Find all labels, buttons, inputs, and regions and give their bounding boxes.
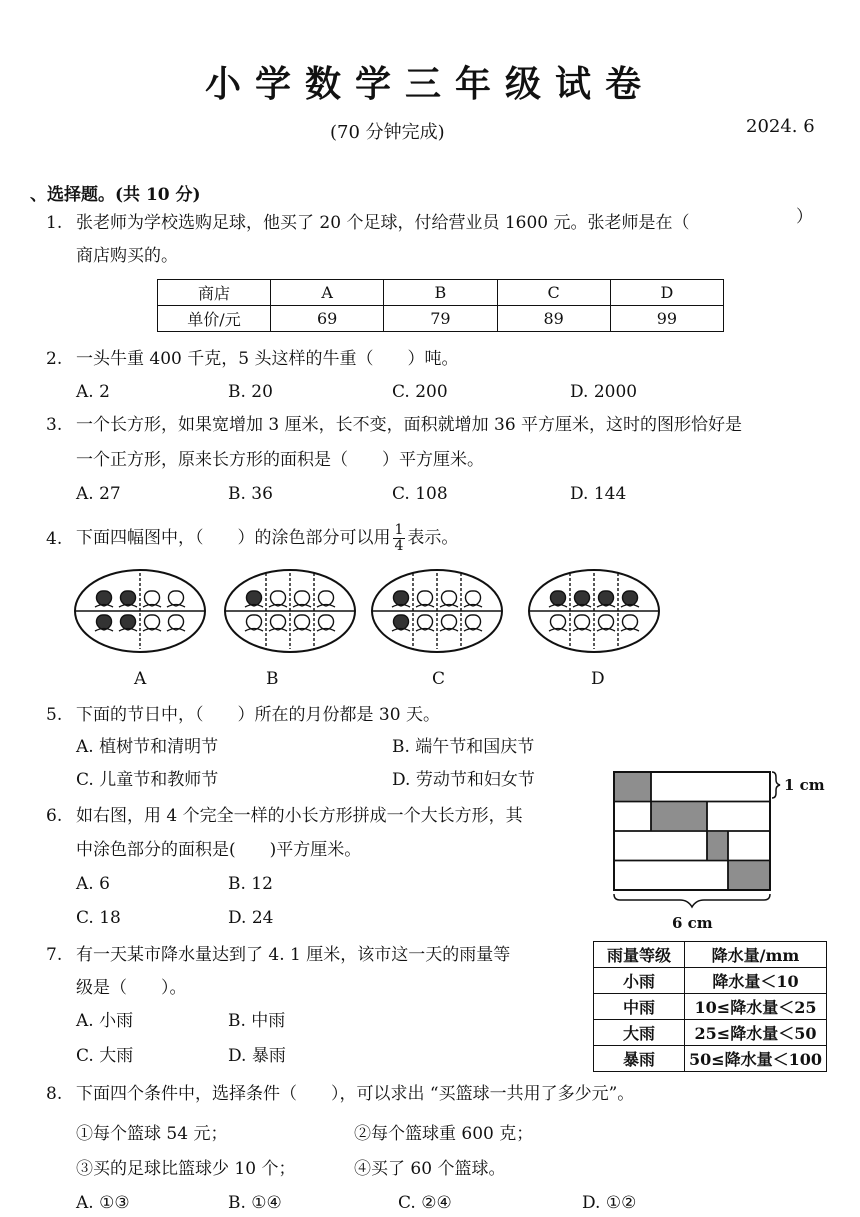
question-text: 中涂色部分的面积是( )平方厘米。: [76, 840, 362, 860]
option-b[interactable]: B. 12: [228, 874, 273, 894]
peach-oval-b: [222, 567, 358, 655]
question-text-before: 下面四幅图中，（ ）的涂色部分可以用: [76, 528, 391, 548]
condition-1: ①每个篮球 54 元；: [76, 1124, 228, 1144]
question-text: 商店购买的。: [76, 246, 178, 266]
question-number: 8.: [46, 1084, 63, 1104]
table-cell: 中雨: [594, 994, 685, 1020]
option-a[interactable]: A. 小雨: [76, 1011, 134, 1031]
option-c[interactable]: C. 儿童节和教师节: [76, 770, 219, 790]
fraction: [393, 523, 406, 554]
question-number: 5.: [46, 705, 63, 725]
table-cell: 79: [384, 306, 497, 332]
table-cell: 小雨: [594, 968, 685, 994]
question-text: 如右图，用 4 个完全一样的小长方形拼成一个大长方形，其: [76, 806, 523, 826]
peach-oval-a: [72, 567, 208, 655]
table-cell: 89: [497, 306, 610, 332]
question-text: 张老师为学校选购足球，他买了 20 个足球，付给营业员 1600 元。张老师是在（: [76, 213, 690, 233]
option-a[interactable]: A. 植树节和清明节: [76, 737, 219, 757]
question-number: 6.: [46, 806, 63, 826]
option-c[interactable]: C. 108: [392, 484, 448, 504]
option-d[interactable]: D. 2000: [570, 382, 638, 402]
option-d[interactable]: D. ①②: [582, 1193, 637, 1213]
shaded-piece: [615, 773, 651, 801]
table-cell: 10≤降水量＜25: [685, 994, 827, 1020]
exam-date: 2024. 6: [746, 116, 815, 137]
table-cell: 降水量＜10: [685, 968, 827, 994]
option-b[interactable]: B. 端午节和国庆节: [392, 737, 535, 757]
table-header: 降水量/mm: [685, 942, 827, 968]
option-c[interactable]: C. 18: [76, 908, 121, 928]
option-d[interactable]: D. 劳动节和妇女节: [392, 770, 535, 790]
question-number: 3.: [46, 415, 63, 435]
table-cell: 暴雨: [594, 1046, 685, 1072]
option-a[interactable]: A. 6: [76, 874, 110, 894]
width-label: 6 cm: [672, 914, 713, 932]
option-a[interactable]: A. 2: [76, 382, 110, 402]
question-text: 级是（ ）。: [76, 978, 187, 998]
figure-label-d: D: [591, 669, 605, 689]
figure-label-b: B: [266, 669, 279, 689]
option-c[interactable]: C. 大雨: [76, 1046, 134, 1066]
peach-oval-d: [526, 567, 662, 655]
option-d[interactable]: D. 暴雨: [228, 1046, 286, 1066]
question-number: 2.: [46, 349, 63, 369]
question-number: 7.: [46, 945, 63, 965]
option-b[interactable]: B. 36: [228, 484, 273, 504]
answer-paren: ）: [796, 207, 813, 227]
figure-label-c: C: [432, 669, 446, 689]
question-text-after: 表示。: [407, 528, 459, 548]
option-a[interactable]: A. ①③: [76, 1193, 130, 1213]
question-text: 有一天某市降水量达到了 4. 1 厘米，该市这一天的雨量等: [76, 945, 511, 965]
table-cell: 99: [610, 306, 723, 332]
question-text: 一头牛重 400 千克，5 头这样的牛重（ ）吨。: [76, 349, 459, 369]
condition-4: ④买了 60 个篮球。: [354, 1159, 506, 1179]
table-cell: C: [497, 280, 610, 306]
option-b[interactable]: B. ①④: [228, 1193, 282, 1213]
option-d[interactable]: D. 144: [570, 484, 627, 504]
table-cell: B: [384, 280, 497, 306]
option-b[interactable]: B. 20: [228, 382, 273, 402]
height-label: 1 cm: [784, 776, 825, 794]
table-cell: 69: [271, 306, 384, 332]
price-table: [157, 279, 724, 332]
rainfall-table: [593, 941, 827, 1072]
table-cell: A: [271, 280, 384, 306]
question-text: 下面四个条件中，选择条件（ ），可以求出 “买篮球一共用了多少元”。: [76, 1084, 635, 1104]
fraction-denominator: 4: [394, 538, 404, 554]
option-a[interactable]: A. 27: [76, 484, 121, 504]
table-cell: 50≤降水量＜100: [685, 1046, 827, 1072]
question-text: 一个正方形，原来长方形的面积是（ ）平方厘米。: [76, 450, 484, 470]
page-title: 小学数学三年级试卷: [204, 63, 655, 105]
table-cell: 商店: [158, 280, 271, 306]
time-limit: (70 分钟完成): [330, 122, 445, 143]
shaded-piece: [728, 862, 769, 890]
table-header: 雨量等级: [594, 942, 685, 968]
shaded-piece: [651, 803, 707, 831]
question-text: 一个长方形，如果宽增加 3 厘米，长不变，面积就增加 36 平方厘米，这时的图形恰好是: [76, 415, 743, 435]
question-text: 下面的节日中，（ ）所在的月份都是 30 天。: [76, 705, 440, 725]
condition-3: ③买的足球比篮球少 10 个；: [76, 1159, 296, 1179]
peach-oval-c: [369, 567, 505, 655]
option-b[interactable]: B. 中雨: [228, 1011, 286, 1031]
table-cell: 大雨: [594, 1020, 685, 1046]
figure-label-a: A: [134, 669, 147, 689]
option-c[interactable]: C. ②④: [398, 1193, 452, 1213]
question-text: [76, 518, 458, 558]
table-cell: 25≤降水量＜50: [685, 1020, 827, 1046]
shaded-piece: [707, 832, 728, 860]
section-heading: 、选择题。(共 10 分): [30, 185, 201, 205]
question-number: 4.: [46, 529, 63, 549]
question-number: 1.: [46, 213, 63, 233]
option-c[interactable]: C. 200: [392, 382, 448, 402]
table-cell: 单价/元: [158, 306, 271, 332]
condition-2: ②每个篮球重 600 克；: [354, 1124, 534, 1144]
table-cell: D: [610, 280, 723, 306]
option-d[interactable]: D. 24: [228, 908, 274, 928]
fraction-numerator: 1: [394, 522, 404, 538]
